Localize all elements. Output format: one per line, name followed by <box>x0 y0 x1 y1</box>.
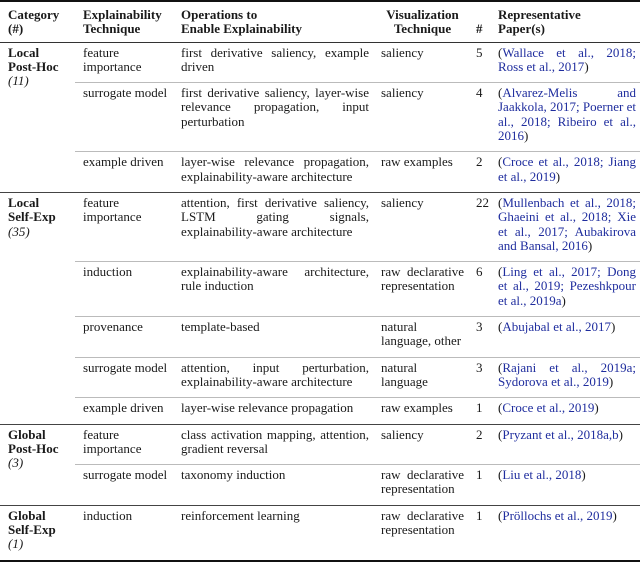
category-subname: Post-Hoc <box>8 58 59 74</box>
operations-cell: reinforcement learning <box>173 505 373 560</box>
count-cell: 6 <box>468 262 490 317</box>
technique-cell: example driven <box>75 152 173 193</box>
papers-cell: (Abujabal et al., 2017) <box>490 317 640 358</box>
citation-link[interactable]: Ling et al., 2017; Dong et al., 2019; Pezeshkpour et al., 2019a <box>498 264 636 308</box>
table-row <box>0 83 640 152</box>
papers-cell: (Mullenbach et al., 2018; Ghaeini et al., 2018; Xie et al., 2017; Aubakirova and Bansal, 2016) <box>490 192 640 261</box>
visualization-cell: natural language, other <box>373 317 468 358</box>
technique-cell: feature importance <box>75 424 173 465</box>
papers-cell: (Alvarez-Melis and Jaakkola, 2017; Poerner et al., 2018; Ribeiro et al., 2016) <box>490 83 640 152</box>
citation-link[interactable]: Rajani et al., 2019a; Sydorova et al., 2019 <box>498 359 636 389</box>
table-row <box>0 42 640 83</box>
operations-cell: first derivative saliency, layer-wise relevance propagation, input perturbation <box>173 83 373 152</box>
table-row <box>0 192 640 261</box>
count-cell: 3 <box>468 357 490 398</box>
count-cell: 2 <box>468 152 490 193</box>
operations-cell: attention, input perturbation, explainability-aware architecture <box>173 357 373 398</box>
operations-cell: layer-wise relevance propagation <box>173 398 373 424</box>
header-papers: Representative Paper(s) <box>490 1 640 42</box>
citation-link[interactable]: Croce et al., 2018; Jiang et al., 2019 <box>498 154 636 184</box>
category-cell <box>0 192 75 424</box>
citation-link[interactable]: Pröllochs et al., 2019 <box>502 507 613 523</box>
count-cell: 1 <box>468 398 490 424</box>
citation-link[interactable]: Croce et al., 2019 <box>502 400 595 416</box>
count-cell: 4 <box>468 83 490 152</box>
visualization-cell: natural language <box>373 357 468 398</box>
table-row <box>0 398 640 424</box>
visualization-cell: raw examples <box>373 152 468 193</box>
operations-cell: layer-wise relevance propagation, explainability-aware architecture <box>173 152 373 193</box>
citation-link[interactable]: Abujabal et al., 2017 <box>502 319 612 335</box>
table-row <box>0 424 640 465</box>
count-cell: 1 <box>468 465 490 506</box>
category-subname: Post-Hoc <box>8 440 59 456</box>
operations-cell: explainability-aware architecture, rule induction <box>173 262 373 317</box>
papers-cell: (Liu et al., 2018) <box>490 465 640 506</box>
citation-link[interactable]: Mullenbach et al., 2018; Ghaeini et al., 2018; Xie et al., 2017; Aubakirova and Bansal, 2016 <box>498 194 636 253</box>
visualization-cell: raw examples <box>373 398 468 424</box>
count-cell: 3 <box>468 317 490 358</box>
count-cell: 1 <box>468 505 490 560</box>
category-subname: Self-Exp <box>8 209 56 225</box>
papers-cell: (Ling et al., 2017; Dong et al., 2019; Pezeshkpour et al., 2019a) <box>490 262 640 317</box>
category-count: (1) <box>8 536 24 552</box>
visualization-cell: saliency <box>373 192 468 261</box>
technique-cell: surrogate model <box>75 465 173 506</box>
category-name: Global <box>8 507 46 523</box>
visualization-cell: raw declarative representation <box>373 505 468 560</box>
technique-cell: induction <box>75 262 173 317</box>
papers-cell: (Pröllochs et al., 2019) <box>490 505 640 560</box>
technique-cell: induction <box>75 505 173 560</box>
operations-cell: taxonomy induction <box>173 465 373 506</box>
visualization-cell: saliency <box>381 44 424 60</box>
category-cell <box>0 42 75 192</box>
visualization-cell: raw declarative representation <box>373 262 468 317</box>
papers-cell: (Rajani et al., 2019a; Sydorova et al., 2019) <box>490 357 640 398</box>
technique-cell: feature importance <box>83 44 142 74</box>
operations-cell: class activation mapping, attention, gradient reversal <box>173 424 373 465</box>
table-row <box>0 465 640 506</box>
citation-link[interactable]: Alvarez-Melis and Jaakkola, 2017; Poerner et al., 2018; Ribeiro et al., 2016 <box>498 85 636 144</box>
visualization-cell: saliency <box>373 83 468 152</box>
papers-cell: (Wallace et al., 2018; Ross et al., 2017) <box>498 44 636 74</box>
operations-cell: template-based <box>173 317 373 358</box>
visualization-cell: saliency <box>373 424 468 465</box>
category-subname: Self-Exp <box>8 522 56 538</box>
papers-cell: (Croce et al., 2018; Jiang et al., 2019) <box>490 152 640 193</box>
category-count: (11) <box>8 73 29 89</box>
header-operations: Operations to Enable Explainability <box>173 1 373 42</box>
technique-cell: feature importance <box>75 192 173 261</box>
category-cell <box>0 424 75 505</box>
category-count: (3) <box>8 455 24 471</box>
table-row <box>0 357 640 398</box>
citation-link[interactable]: Liu et al., 2018 <box>502 467 582 483</box>
count-cell: 5 <box>476 44 483 60</box>
citation-link[interactable]: Pryzant et al., 2018a,b <box>502 426 619 442</box>
table-row <box>0 317 640 358</box>
header-technique: Explainability Technique <box>75 1 173 42</box>
category-name: Global <box>8 426 46 442</box>
header-category: Category (#) <box>0 1 75 42</box>
citation-link[interactable]: Wallace et al., 2018; Ross et al., 2017 <box>498 44 636 74</box>
table-row <box>0 152 640 193</box>
operations-cell: attention, first derivative saliency, LSTM gating signals, explainability-aware architecture <box>173 192 373 261</box>
count-cell: 2 <box>468 424 490 465</box>
category-count: (35) <box>8 223 30 239</box>
technique-cell: example driven <box>75 398 173 424</box>
category-name: Local <box>8 194 40 210</box>
technique-cell: surrogate model <box>75 357 173 398</box>
header-visualization: Visualization Technique <box>373 1 468 42</box>
category-name: Local <box>8 44 40 60</box>
header-row <box>0 1 640 42</box>
papers-cell: (Croce et al., 2019) <box>490 398 640 424</box>
technique-cell: provenance <box>75 317 173 358</box>
operations-cell: first derivative saliency, example driven <box>181 44 369 74</box>
technique-cell: surrogate model <box>75 83 173 152</box>
table-row <box>0 262 640 317</box>
count-cell: 22 <box>468 192 490 261</box>
header-count: # <box>468 1 490 42</box>
papers-cell: (Pryzant et al., 2018a,b) <box>490 424 640 465</box>
visualization-cell: raw declarative representation <box>373 465 468 506</box>
